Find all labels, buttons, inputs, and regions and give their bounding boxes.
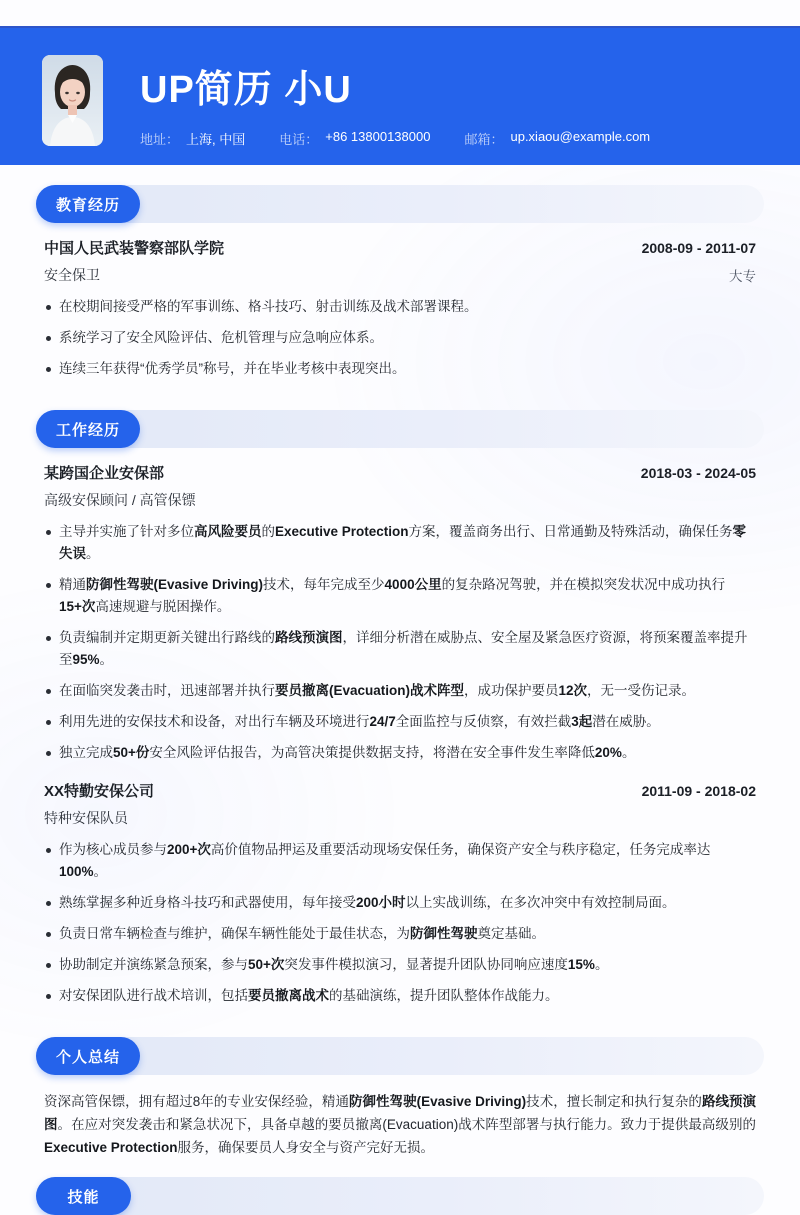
contact-phone: [279, 129, 430, 148]
work-entry-2-header: [44, 780, 756, 801]
address-label: 地址：: [140, 131, 180, 147]
bullet-dot: [46, 720, 51, 725]
header-text-block: [140, 55, 650, 148]
bullet-item: 独立完成50+份安全风险评估报告，为高管决策提供数据支持，将潜在安全事件发生率降低20%。: [44, 742, 756, 764]
phone-label: 电话：: [279, 131, 319, 147]
work-date: 2018-03 - 2024-05: [640, 465, 756, 481]
profile-photo: [42, 55, 103, 146]
bullet-item: 协助制定并演练紧急预案，参与50+次突发事件模拟演习，显著提升团队协同响应速度15%。: [44, 954, 756, 976]
section-title-skills: 技能: [36, 1177, 131, 1215]
section-band-skills: [36, 1177, 764, 1215]
bullet-item: 在校期间接受严格的军事训练、格斗技巧、射击训练及战术部署课程。: [44, 296, 756, 318]
bullet-item: 连续三年获得“优秀学员”称号，并在毕业考核中表现突出。: [44, 358, 756, 380]
bullet-dot: [46, 901, 51, 906]
section-band-summary: [36, 1037, 764, 1075]
bullet-dot: [46, 751, 51, 756]
contact-address: [140, 129, 245, 148]
work-entry-1-header: [44, 462, 756, 483]
email-label: 邮箱：: [464, 131, 504, 147]
education-degree: 大专: [729, 269, 756, 284]
work-entry-2-bullet-list: [44, 839, 756, 1007]
bullet-item: 精通防御性驾驶(Evasive Driving)技术，每年完成至少4000公里的复杂路况驾驶，并在模拟突发状况中成功执行15+次高速规避与脱困操作。: [44, 574, 756, 618]
bullet-item: 熟练掌握多种近身格斗技巧和武器使用，每年接受200小时以上实战训练，在多次冲突中有效控制局面。: [44, 892, 756, 914]
work-entry-1-subheader: [44, 490, 756, 510]
address-value: 上海, 中国: [186, 131, 246, 147]
profile-photo-illustration: [42, 55, 103, 146]
bullet-item: 利用先进的安保技术和设备，对出行车辆及环境进行24/7全面监控与反侦察，有效拦截3起潜在威胁。: [44, 711, 756, 733]
work-entry-2: [44, 780, 756, 828]
bullet-dot: [46, 367, 51, 372]
bullet-dot: [46, 994, 51, 999]
phone-value: +86 13800138000: [325, 128, 431, 144]
work-entry-1: [44, 462, 756, 510]
section-title-work: 工作经历: [36, 410, 140, 448]
education-bullet-list: [44, 296, 756, 380]
bullet-dot: [46, 636, 51, 641]
education-entry-subheader: [44, 265, 756, 285]
bullet-dot: [46, 583, 51, 588]
bullet-item: 负责编制并定期更新关键出行路线的路线预演图，详细分析潜在威胁点、安全屋及紧急医疗资源，将预案覆盖率提升至95%。: [44, 627, 756, 671]
work-entry-2-subheader: [44, 808, 756, 828]
school-name: 中国人民武装警察部队学院: [44, 240, 225, 257]
education-entry: [44, 237, 756, 285]
bullet-item: 作为核心成员参与200+次高价值物品押运及重要活动现场安保任务，确保资产安全与秩序稳定，任务完成率达100%。: [44, 839, 756, 883]
bullet-dot: [46, 689, 51, 694]
summary-paragraph: 资深高管保镖，拥有超过8年的专业安保经验，精通防御性驾驶(Evasive Driving)技术，擅长制定和执行复杂的路线预演图。在应对突发袭击和紧急状况下，具备卓越的要员撤离(Evacuation)战术阵型部署与执行能力。致力于提供最高级别的Executive Protection服务，确保要员人身安全与资产完好无损。: [44, 1094, 757, 1155]
bullet-dot: [46, 305, 51, 310]
section-band-education: [36, 185, 764, 223]
bullet-item: 在面临突发袭击时，迅速部署并执行要员撤离(Evacuation)战术阵型，成功保护要员12次，无一受伤记录。: [44, 680, 756, 702]
section-title-summary: 个人总结: [36, 1037, 140, 1075]
contact-row: [140, 129, 650, 148]
work-entry-1-bullet-list: [44, 521, 756, 764]
education-major: 安全保卫: [44, 267, 100, 283]
bullet-item: 系统学习了安全风险评估、危机管理与应急响应体系。: [44, 327, 756, 349]
candidate-name: UP简历 小U: [140, 69, 352, 111]
bullet-dot: [46, 963, 51, 968]
company-name: 某跨国企业安保部: [44, 465, 165, 482]
section-band-work: [36, 410, 764, 448]
bullet-dot: [46, 932, 51, 937]
bullet-dot: [46, 848, 51, 853]
bullet-item: 负责日常车辆检查与维护，确保车辆性能处于最佳状态，为防御性驾驶奠定基础。: [44, 923, 756, 945]
email-value: up.xiaou@example.com: [510, 128, 651, 144]
page-top-margin: [0, 0, 800, 26]
contact-email: [464, 129, 650, 148]
resume-header: [0, 26, 800, 165]
job-title: 高级安保顾问 / 高管保镖: [44, 492, 196, 508]
bullet-dot: [46, 336, 51, 341]
bullet-item: 主导并实施了针对多位高风险要员的Executive Protection方案，覆盖商务出行、日常通勤及特殊活动，确保任务零失误。: [44, 521, 756, 565]
work-date: 2011-09 - 2018-02: [641, 783, 756, 799]
bullet-dot: [46, 530, 51, 535]
bullet-item: 对安保团队进行战术培训，包括要员撤离战术的基础演练，提升团队整体作战能力。: [44, 985, 756, 1007]
education-date: 2008-09 - 2011-07: [641, 240, 756, 256]
company-name: XX特勤安保公司: [44, 783, 155, 800]
education-entry-header: [44, 237, 756, 258]
job-title: 特种安保队员: [44, 810, 128, 826]
section-title-education: 教育经历: [36, 185, 140, 223]
